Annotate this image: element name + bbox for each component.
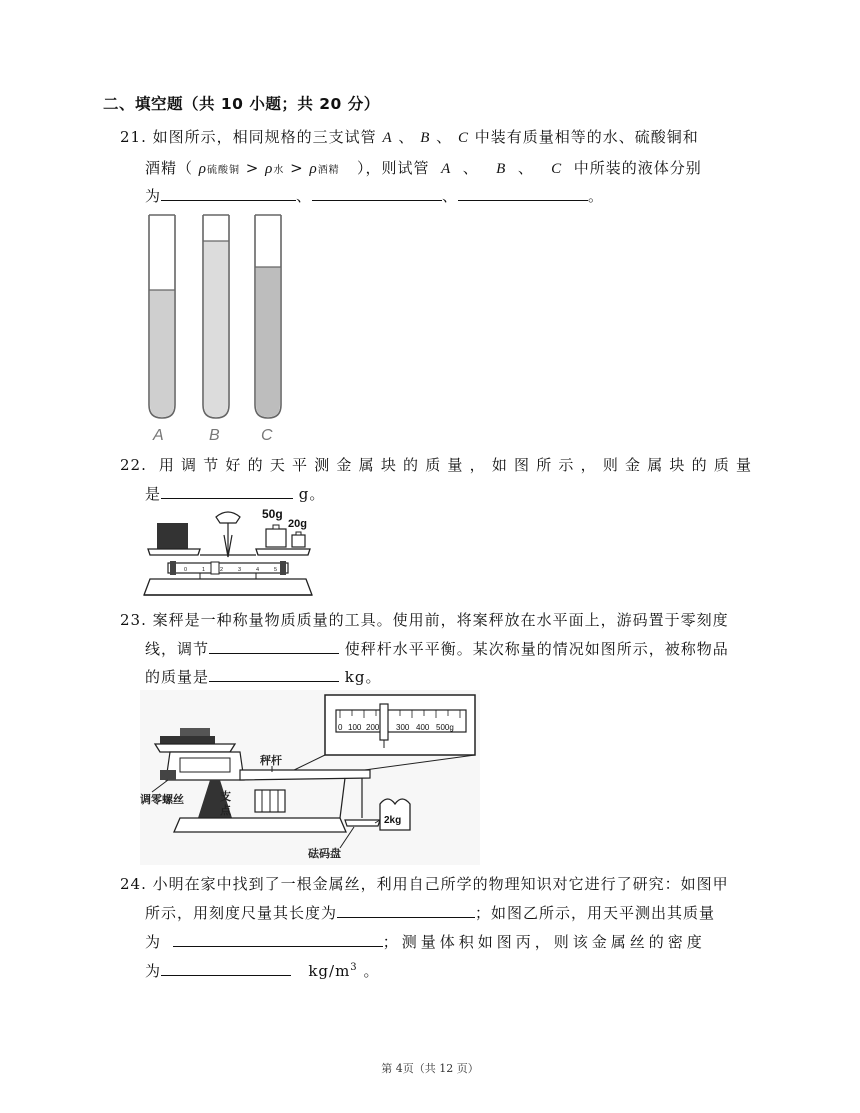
q24-text-4: 为 [145, 962, 162, 980]
q21-blank-1[interactable] [161, 186, 296, 201]
q21-line-1 [120, 126, 699, 147]
q24-blank-1[interactable] [337, 903, 475, 918]
q23-number: 23. [120, 611, 147, 629]
scale-tick: 2 [220, 567, 224, 573]
tube-a-ref: A [441, 161, 452, 177]
metal-block [157, 523, 188, 549]
q23-line-1 [120, 609, 729, 630]
q22-text-1: 用调节好的天平测金属块的质量，如图所示，则金属块的质量 [158, 456, 759, 474]
q23-line-3 [145, 666, 382, 687]
q23-text-1: 案秤是一种称量物质质量的工具。使用前，将案秤放在水平面上，游码置于零刻度 [152, 611, 729, 629]
weight-50g-label: 50g [262, 507, 283, 521]
inset-tick: 500g [436, 723, 454, 732]
q21-text-2-mid: ），则试管 [357, 159, 430, 177]
q21-sep: 、 [398, 128, 415, 146]
fulcrum-label-1: 支 [220, 791, 231, 803]
weight-20g-label: 20g [288, 518, 307, 530]
q21-sep: 、 [442, 187, 459, 205]
weight-50g [266, 529, 286, 547]
rho-sub-water: 水 [273, 165, 285, 176]
q21-text-2: 酒精（ [145, 159, 194, 177]
gt-sign: > [290, 159, 304, 177]
scale-tick: 0 [184, 567, 188, 573]
q24-blank-3[interactable] [161, 961, 291, 976]
rider [211, 562, 219, 574]
beam [240, 770, 370, 780]
q23-blank-2[interactable] [209, 667, 339, 682]
rho-symbol: ρ [309, 161, 318, 177]
balance-base [144, 579, 312, 595]
tube-a [149, 215, 175, 418]
q24-text-2: 所示，用刻度尺量其长度为 [145, 904, 338, 922]
tube-label-b: B [209, 427, 220, 444]
rho-symbol: ρ [265, 161, 274, 177]
q24-line-2 [145, 902, 715, 923]
q23-text-2-end: 使秤杆水平平衡。某次称量的情况如图所示，被称物品 [344, 640, 729, 658]
case-scale-figure [140, 690, 480, 865]
weight-20g [292, 535, 305, 547]
page-footer: 第 4页（共 12 页） [381, 1062, 479, 1075]
q21-text-3: 为 [145, 187, 162, 205]
q21-sep: 、 [462, 159, 479, 177]
tube-a-ref: A [382, 130, 393, 146]
q23-text-3: 的质量是 [145, 668, 210, 686]
q21-blank-3[interactable] [458, 186, 588, 201]
inset-tick: 100 [348, 723, 362, 732]
q21-text-2-end: 中所装的液体分别 [573, 159, 702, 177]
zero-screw-label: 调零螺丝 [140, 794, 184, 806]
gt-sign: > [245, 159, 260, 177]
rho-sub-copper: 硫酸铜 [207, 165, 240, 176]
tube-label-a: A [153, 427, 164, 444]
platform-tray [155, 744, 235, 752]
zero-screw [160, 770, 176, 780]
inset-tick: 400 [416, 723, 430, 732]
q24-period: 。 [363, 962, 380, 980]
q24-line-3 [145, 931, 706, 952]
scale-base [174, 818, 346, 832]
q23-line-2 [145, 638, 729, 659]
tube-c-ref: C [457, 130, 469, 146]
q21-sep: 、 [517, 159, 534, 177]
q21-blank-2[interactable] [312, 186, 442, 201]
tube-b-ref: B [496, 161, 507, 177]
inset-tick: 200 [366, 723, 380, 732]
q21-number: 21. [120, 128, 147, 146]
tube-b [203, 215, 229, 418]
q21-line-2 [145, 157, 702, 178]
q24-blank-2[interactable] [173, 932, 383, 947]
test-tubes-figure [140, 210, 290, 446]
q22-line-2 [145, 483, 325, 504]
q22-unit: g。 [298, 485, 326, 503]
tube-c [255, 215, 281, 418]
q22-line-1 [120, 454, 758, 475]
q24-unit: kg/m [308, 962, 351, 980]
q24-unit-sup: 3 [350, 962, 358, 973]
q21-sep: 、 [436, 128, 453, 146]
q23-unit: kg。 [344, 668, 382, 686]
q24-text-3-end: ；测量体积如图丙，则该金属丝的密度 [382, 933, 706, 951]
q24-text-3: 为 [145, 933, 165, 951]
q24-text-2-end: ；如图乙所示，用天平测出其质量 [475, 904, 716, 922]
tube-c-ref: C [551, 161, 563, 177]
scale-tick: 5 [274, 567, 278, 573]
q24-text-1: 小明在家中找到了一根金属丝，利用自己所学的物理知识对它进行了研究：如图甲 [152, 875, 729, 893]
weight-tray [345, 820, 380, 826]
tube-label-c: C [261, 427, 273, 444]
weight-tray-label: 砝码盘 [308, 848, 341, 860]
q21-text-1: 如图所示，相同规格的三支试管 [152, 128, 377, 146]
q21-period: 。 [588, 187, 605, 205]
weight-2kg-label: 2kg [384, 815, 402, 826]
q24-number: 24. [120, 875, 147, 893]
balance-figure [140, 505, 315, 600]
q22-blank[interactable] [161, 484, 293, 499]
fulcrum-label-2: 点 [220, 805, 231, 817]
rho-sub-alcohol: 酒精 [317, 165, 340, 176]
scale-tick: 3 [238, 567, 242, 573]
q23-text-2: 线，调节 [145, 640, 210, 658]
tube-b-ref: B [420, 130, 431, 146]
beam-label: 秤杆 [260, 755, 282, 767]
q22-number: 22. [120, 456, 147, 474]
q24-line-1 [120, 873, 729, 894]
pointer-dial [216, 512, 240, 523]
q21-text-1-end: 中装有质量相等的水、硫酸铜和 [474, 128, 699, 146]
inset-tick: 300 [396, 723, 410, 732]
q21-line-3 [145, 185, 604, 206]
q23-blank-1[interactable] [209, 639, 339, 654]
inset-rider [380, 704, 388, 740]
inset-tick: 0 [338, 723, 343, 732]
q22-text-2: 是 [145, 485, 162, 503]
q24-line-4 [145, 960, 379, 981]
rho-symbol: ρ [198, 161, 207, 177]
scale-tick: 1 [202, 567, 206, 573]
scale-tick: 4 [256, 567, 260, 573]
q21-sep: 、 [296, 187, 313, 205]
section-heading: 二、填空题（共 10 小题；共 20 分） [103, 95, 380, 113]
